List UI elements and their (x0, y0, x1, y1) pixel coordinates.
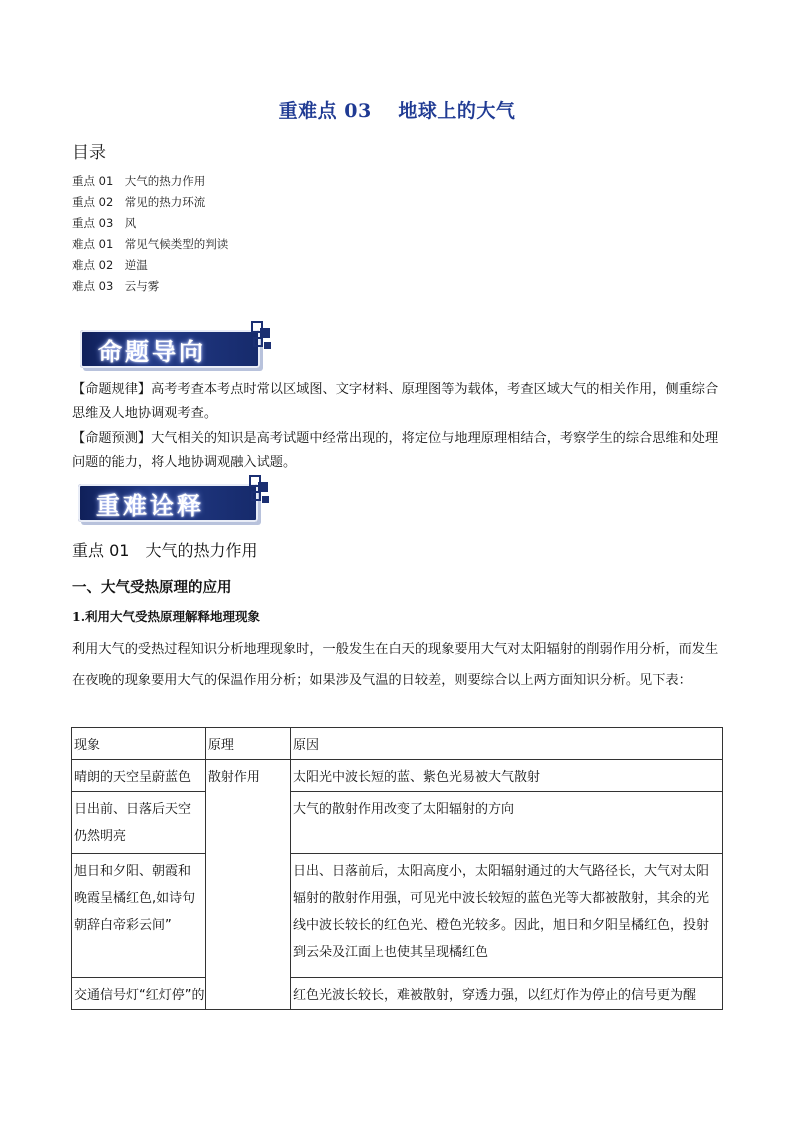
reason-cell: 红色光波长较长，难被散射，穿透力强，以红灯作为停止的信号更为醒 (291, 978, 723, 1010)
explain-banner (74, 480, 279, 522)
header-cell: 原理 (205, 728, 290, 760)
toc-item[interactable]: 难点 02 逆温 (72, 258, 148, 272)
toc-item[interactable]: 难点 03 云与雾 (72, 279, 160, 293)
toc-item[interactable]: 重点 02 常见的热力环流 (72, 195, 206, 209)
phenomenon-cell: 交通信号灯“红灯停”的 (72, 978, 206, 1010)
table-header-row (72, 728, 723, 760)
table-row (72, 978, 723, 1010)
reason-cell: 太阳光中波长短的蓝、紫色光易被大气散射 (291, 760, 723, 792)
toc-heading: 目录 (72, 143, 106, 163)
table-row (72, 792, 723, 854)
table-row (72, 760, 723, 792)
proposition-forecast: 【命题预测】大气相关的知识是高考试题中经常出现的，将定位与地理原理相结合，考察学生的综合思维和处理问题的能力，将人地协调观融入试题。 (72, 431, 719, 470)
toc-item[interactable]: 重点 03 风 (72, 216, 137, 230)
topic-heading: 1.利用大气受热原理解释地理现象 (72, 609, 261, 624)
principle-cell: 散射作用 (205, 760, 290, 1010)
phenomena-table (71, 727, 723, 1010)
toc-item[interactable]: 重点 01 大气的热力作用 (72, 174, 206, 188)
subsection-heading: 一、大气受热原理的应用 (72, 580, 232, 596)
table-of-contents (72, 171, 228, 297)
header-cell: 原因 (291, 728, 723, 760)
squares-decoration-icon (246, 474, 272, 514)
banner-label: 重难诠释 (96, 492, 204, 520)
phenomenon-cell: 晴朗的天空呈蔚蓝色 (72, 760, 206, 792)
reason-cell: 大气的散射作用改变了太阳辐射的方向 (291, 792, 723, 854)
toc-item[interactable]: 难点 01 常见气候类型的判读 (72, 237, 229, 251)
banner-label: 命题导向 (98, 338, 206, 366)
reason-cell: 日出、日落前后，太阳高度小，太阳辐射通过的大气路径长，大气对太阳辐射的散射作用强，可见光中波长较短的蓝色光等大都被散射，其余的光线中波长较长的红色光、橙色光较多。因此，旭日和夕阳呈橘红色，投射到云朵及江面上也使其呈现橘红色 (291, 854, 723, 978)
proposition-rule: 【命题规律】高考考查本考点时常以区域图、文字材料、原理图等为载体，考查区域大气的相关作用，侧重综合思维及人地协调观考查。 (72, 382, 719, 421)
body-paragraph: 利用大气的受热过程知识分析地理现象时，一般发生在白天的现象要用大气对太阳辐射的削弱作用分析，而发生在夜晚的现象要用大气的保温作用分析；如果涉及气温的日较差，则要综合以上两方面知识分析。见下表： (72, 642, 719, 688)
phenomenon-cell: 日出前、日落后天空仍然明亮 (72, 792, 206, 854)
table-row (72, 854, 723, 978)
phenomenon-cell: 旭日和夕阳、朝霞和晚霞呈橘红色,如诗句朝辞白帝彩云间” (72, 854, 206, 978)
document-title: 重难点 03 地球上的大气 (278, 100, 516, 122)
squares-decoration-icon (248, 320, 274, 360)
section-heading: 重点 01 大气的热力作用 (72, 541, 258, 560)
header-cell: 现象 (72, 728, 206, 760)
guide-banner (76, 326, 281, 368)
